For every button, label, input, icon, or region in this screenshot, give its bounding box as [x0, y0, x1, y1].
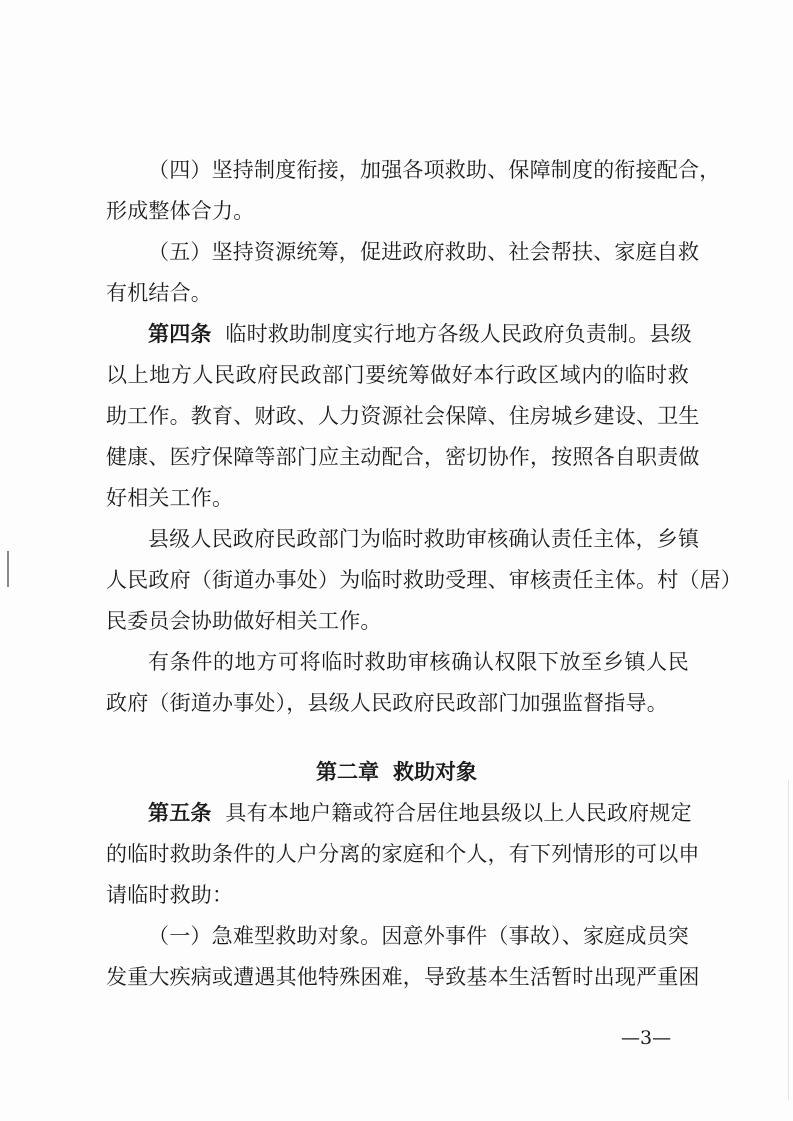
chapter-number: 第二章: [316, 760, 379, 784]
article5-label: 第五条: [148, 801, 212, 825]
paragraph-item4-line2: 形成整体合力。: [106, 199, 255, 223]
article4-line1: [148, 314, 692, 355]
article5-item1-line1: （一）急难型救助对象。因意外事件（事故）、家庭成员突: [148, 924, 689, 948]
paragraph-item4-line1: （四）坚持制度衔接，加强各项救助、保障制度的衔接配合，: [148, 158, 721, 182]
article4-line5: 好相关工作。: [106, 486, 234, 510]
paragraph-item5-line1: （五）坚持资源统筹，促进政府救助、社会帮扶、家庭自救: [148, 240, 700, 264]
article4-p3-line1: 有条件的地方可将临时救助审核确认权限下放至乡镇人民: [148, 650, 689, 674]
article5-line3: 请临时救助：: [106, 883, 234, 907]
article4-p2-line3: 民委员会协助做好相关工作。: [106, 609, 382, 633]
article4-p2-line1: 县级人民政府民政部门为临时救助审核确认责任主体，乡镇: [148, 527, 700, 551]
paragraph-item5-line2: 有机结合。: [106, 281, 212, 305]
article5-line2: 的临时救助条件的人户分离的家庭和个人，有下列情形的可以申: [106, 842, 700, 866]
article4-line3: 助工作。教育、财政、人力资源社会保障、住房城乡建设、卫生: [106, 404, 700, 428]
scan-margin-mark: [7, 551, 9, 587]
chapter-title: 救助对象: [393, 760, 477, 784]
scan-edge-shadow: [788, 780, 789, 1100]
article5-line1-text: 具有本地户籍或符合居住地县级以上人民政府规定: [225, 801, 692, 825]
chapter-heading: [0, 752, 793, 793]
article4-line2: 以上地方人民政府民政部门要统筹做好本行政区域内的临时救: [106, 363, 689, 387]
article4-line4: 健康、医疗保障等部门应主动配合，密切协作，按照各自职责做: [106, 445, 700, 469]
article4-p3-line2: 政府（街道办事处），县级人民政府民政部门加强监督指导。: [106, 691, 668, 715]
article5-line1: [148, 793, 692, 834]
page-number: —3—: [621, 1027, 672, 1049]
article5-item1-line2: 发重大疾病或遭遇其他特殊困难，导致基本生活暂时出现严重困: [106, 965, 700, 989]
article4-p2-line2: 人民政府（街道办事处）为临时救助受理、审核责任主体。村（居）: [106, 568, 742, 592]
article4-label: 第四条: [148, 322, 212, 346]
article4-line1-text: 临时救助制度实行地方各级人民政府负责制。县级: [225, 322, 692, 346]
